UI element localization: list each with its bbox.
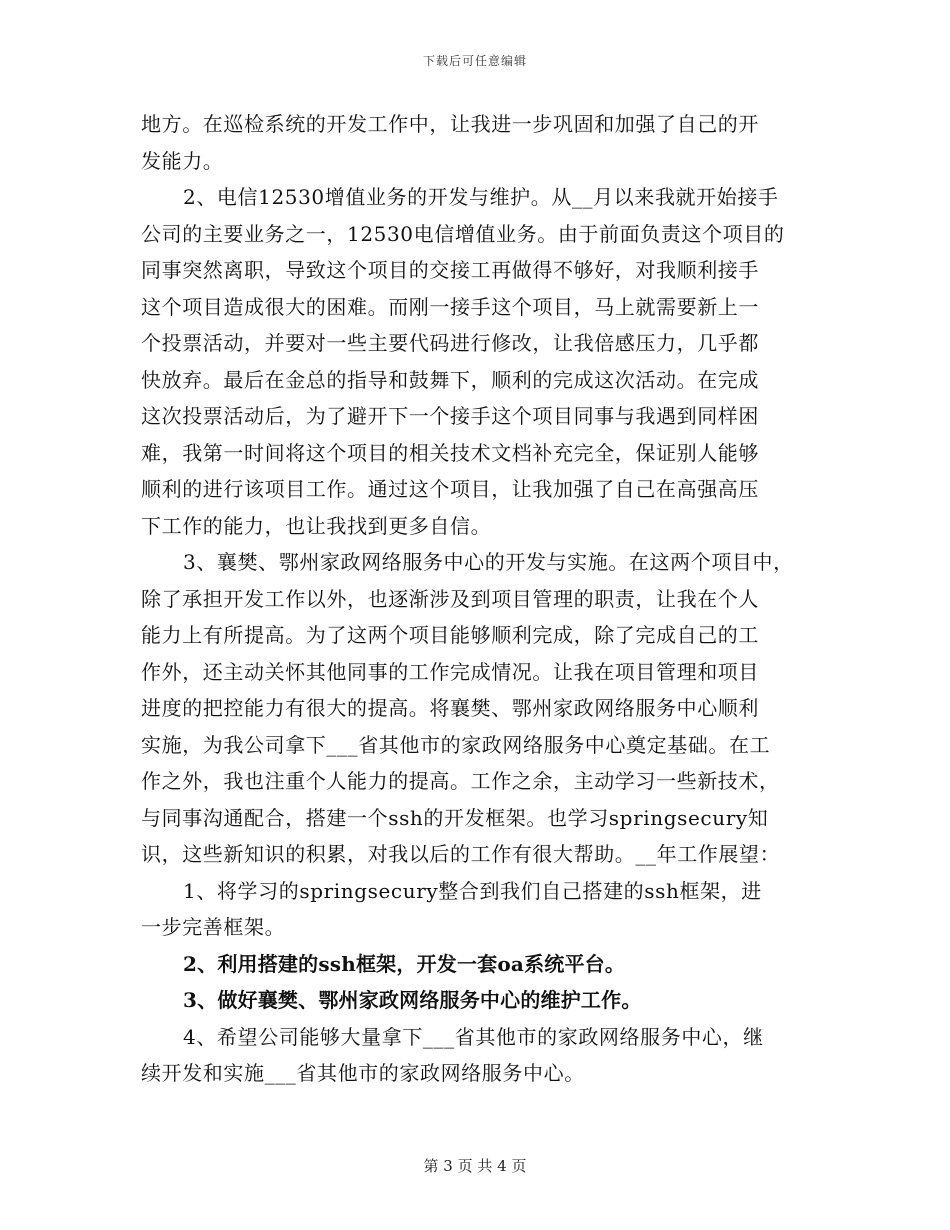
text-line: 识，这些新知识的积累，对我以后的工作有很大帮助。__年工作展望： bbox=[141, 842, 781, 866]
text-line: 与同事沟通配合，搭建一个ssh的开发框架。也学习springsecury知 bbox=[141, 805, 769, 830]
text-line: 一步完善框架。 bbox=[141, 915, 286, 939]
text-line: 进度的把控能力有很大的提高。将襄樊、鄂州家政网络服务中心顺利 bbox=[141, 696, 759, 720]
text-line: 下工作的能力，也让我找到更多自信。 bbox=[141, 513, 492, 538]
text-line: 这次投票活动后，为了避开下一个接手这个项目同事与我遇到同样困 bbox=[141, 404, 759, 428]
text-line: 能力上有所提高。为了这两个项目能够顺利完成，除了完成自己的工 bbox=[141, 623, 759, 647]
text-line: 快放弃。最后在金总的指导和鼓舞下，顺利的完成这次活动。在完成 bbox=[141, 367, 759, 392]
text-line: 2、电信12530增值业务的开发与维护。从__月以来我就开始接手 bbox=[183, 185, 779, 209]
page-header: 下载后可任意编辑 bbox=[422, 54, 527, 68]
text-line: 3、襄樊、鄂州家政网络服务中心的开发与实施。在这两个项目中， bbox=[183, 550, 794, 574]
text-line: 难，我第一时间将这个项目的相关技术文档补充完全，保证别人能够 bbox=[141, 440, 759, 465]
text-line: 1、将学习的springsecury整合到我们自己搭建的ssh框架，进 bbox=[183, 878, 762, 903]
text-line: 4、希望公司能够大量拿下___省其他市的家政网络服务中心，继 bbox=[183, 1024, 764, 1049]
page-footer: 第 3 页 共 4 页 bbox=[423, 1157, 527, 1175]
text-line: 实施，为我公司拿下___省其他市的家政网络服务中心奠定基础。在工 bbox=[141, 732, 771, 757]
text-line: 除了承担开发工作以外，也逐渐涉及到项目管理的职责，让我在个人 bbox=[141, 586, 759, 611]
text-line: 3、做好襄樊、鄂州家政网络服务中心的维护工作。 bbox=[183, 988, 642, 1012]
document-body bbox=[141, 106, 811, 1092]
text-line: 续开发和实施___省其他市的家政网络服务中心。 bbox=[141, 1061, 585, 1085]
text-line: 公司的主要业务之一，12530电信增值业务。由于前面负责这个项目的 bbox=[141, 221, 785, 246]
text-line: 个投票活动，并要对一些主要代码进行修改，让我倍感压力，几乎都 bbox=[141, 331, 759, 355]
text-line: 作之外，我也注重个人能力的提高。工作之余，主动学习一些新技术， bbox=[141, 769, 780, 793]
text-line: 作外，还主动关怀其他同事的工作完成情况。让我在项目管理和项目 bbox=[141, 659, 759, 684]
text-line: 2、利用搭建的ssh框架，开发一套oa系统平台。 bbox=[183, 951, 626, 976]
text-line: 这个项目造成很大的困难。而刚一接手这个项目，马上就需要新上一 bbox=[141, 294, 759, 319]
text-line: 同事突然离职，导致这个项目的交接工再做得不够好，对我顺利接手 bbox=[141, 258, 759, 282]
text-line: 发能力。 bbox=[141, 148, 224, 173]
text-line: 顺利的进行该项目工作。通过这个项目，让我加强了自己在高强高压 bbox=[141, 477, 759, 501]
text-line: 地方。在巡检系统的开发工作中，让我进一步巩固和加强了自己的开 bbox=[141, 112, 759, 136]
